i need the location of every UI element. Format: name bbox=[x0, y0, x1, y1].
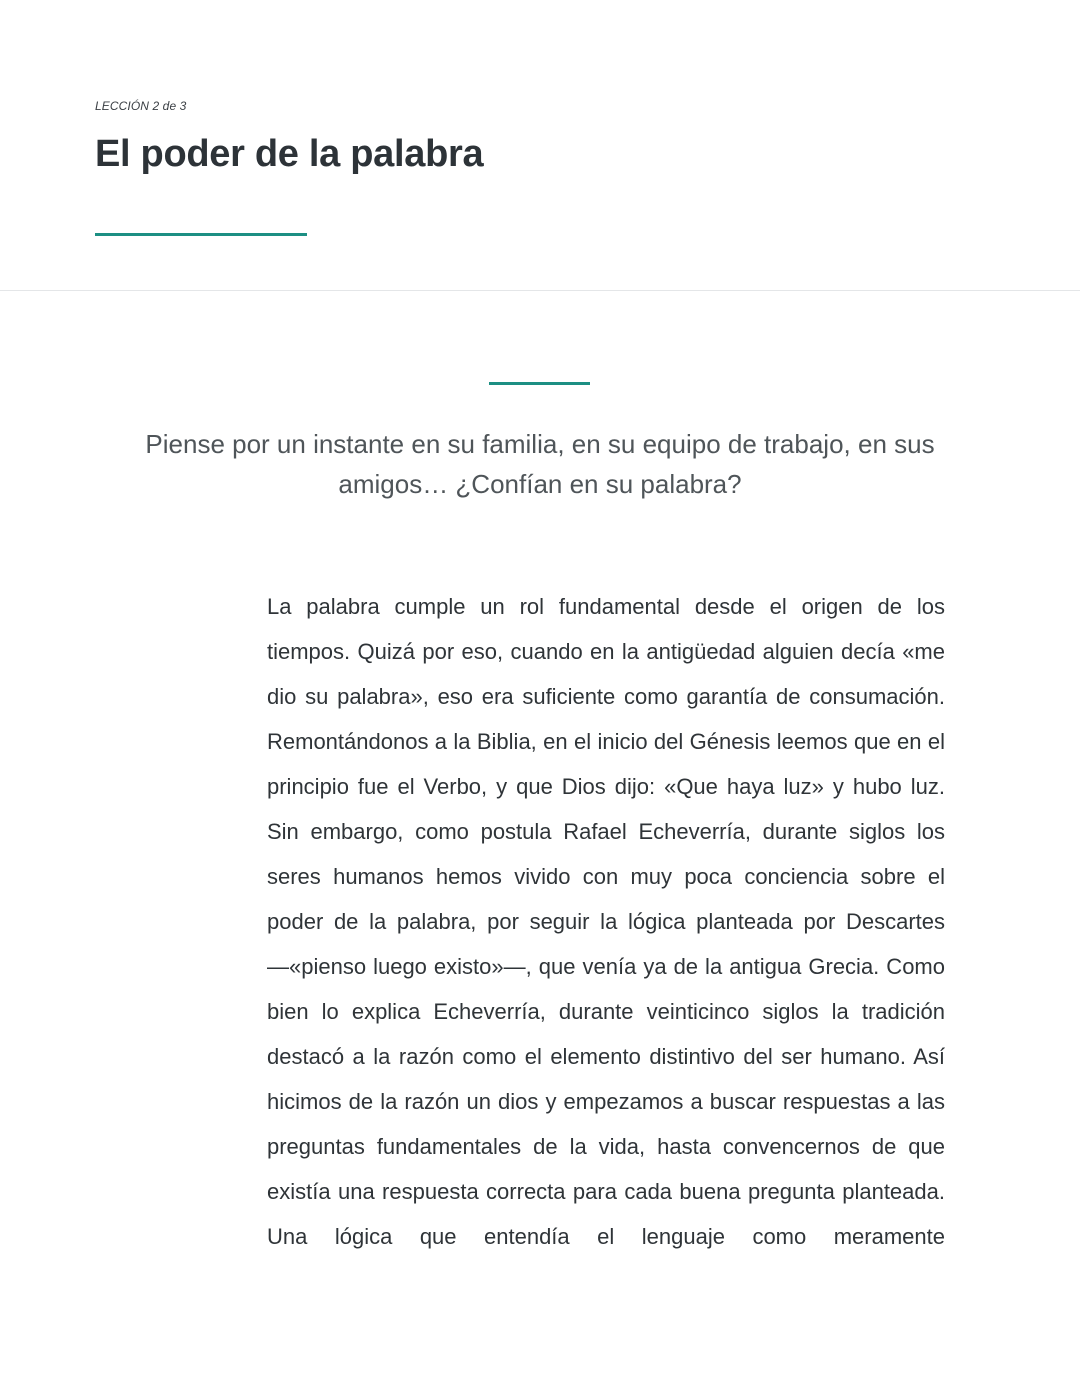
lesson-header bbox=[0, 0, 1080, 291]
body-paragraph: La palabra cumple un rol fundamental desde el origen de los tiempos. Quizá por eso, cuando en la antigüedad alguien decía «me dio su palabra», eso era suficiente como garantía de consumación. Remontándonos a la Biblia, en el inicio del Génesis leemos que en el principio fue el Verbo, y que Dios dijo: «Que haya luz» y hubo luz. Sin embargo, como postula Rafael Echeverría, durante siglos los seres humanos hemos vivido con muy poca conciencia sobre el poder de la palabra, por seguir la lógica planteada por Descartes —«pienso luego existo»—, que venía ya de la antigua Grecia. Como bien lo explica Echeverría, durante veinticinco siglos la tradición destacó a la razón como el elemento distintivo del ser humano. Así hicimos de la razón un dios y empezamos a buscar respuestas a las preguntas fundamentales de la vida, hasta convencernos de que existía una respuesta correcta para cada buena pregunta planteada. Una lógica que entendía el lenguaje como meramente bbox=[267, 594, 945, 1249]
title-underline-accent bbox=[95, 233, 307, 236]
lesson-title: El poder de la palabra bbox=[95, 133, 484, 175]
lead-quote: Piense por un instante en su familia, en su equipo de trabajo, en sus amigos… ¿Confían en su palabra? bbox=[145, 429, 935, 499]
quote-divider-accent bbox=[489, 382, 590, 385]
lesson-counter: LECCIÓN 2 de 3 bbox=[95, 99, 187, 113]
